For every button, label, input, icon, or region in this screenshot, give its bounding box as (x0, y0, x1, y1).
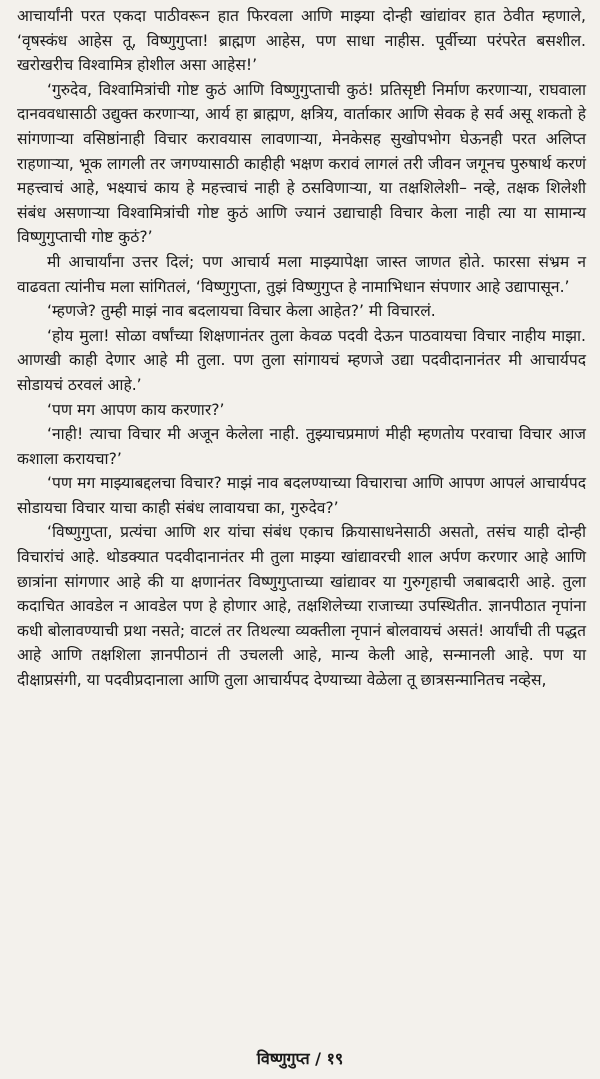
paragraph-6: ‘पण मग आपण काय करणार?’ (47, 400, 225, 419)
paragraph-8: ‘पण मग माझ्याबद्दलचा विचार? माझं नाव बदलण्याच्या विचाराचा आणि आपण आपलं आचार्यपद सोडायचा विचार याचा काही संबंध लावायचा का, गुरुदेव?’ (17, 474, 586, 517)
paragraph-3: मी आचार्यांना उत्तर दिलं; पण आचार्य मला माझ्यापेक्षा जास्त जाणत होते. फारसा संभ्रम न वाढवता त्यांनीच मला सांगितलं, ‘विष्णुगुप्ता, तुझं विष्णुगुप्त हे नामाभिधान संपणार आहे उद्यापासून.’ (17, 252, 586, 296)
paragraph-5: ‘होय मुला! सोळा वर्षांच्या शिक्षणानंतर तुला केवळ पदवी देऊन पाठवायचा विचार नाहीय माझा. आणखी काही देणार आहे मी तुला. पण तुला सांगायचं म्हणजे उद्या पदवीदानानंतर मी आचार्यपद सोडायचं ठरवलं आहे.’ (17, 326, 586, 394)
paragraph-7: ‘नाही! त्याचा विचार मी अजून केलेला नाही. तुझ्याचप्रमाणं मीही म्हणतोय परवाचा विचार आज कशाला करायचा?’ (17, 425, 586, 468)
paragraph-4: ‘म्हणजे? तुम्ही माझं नाव बदलायचा विचार केला आहेत?’ मी विचारलं. (47, 302, 436, 321)
paragraph-2: ‘गुरुदेव, विश्वामित्रांची गोष्ट कुठं आणि विष्णुगुप्ताची कुठं! प्रतिसृष्टी निर्माण करणाऱ्या, राघवाला दानववधासाठी उद्युक्त करणाऱ्या, आर्य हा ब्राह्मण, क्षत्रिय, वार्ताकार आणि सेवक हे सर्व असू शकतो हे सांगणाऱ्या वसिष्ठांनाही विचार करावयास लावणाऱ्या, मेनकेसह सुखोपभोग घेऊनही परत अलिप्त राहणाऱ्या, भूक लागली तर जगण्यासाठी काहीही भक्षण करावं लागलं तरी जीवन जगूनच पुरुषार्थ करणं महत्त्वाचं आहे, भक्ष्याचं काय हे महत्त्वाचं नाही हे ठसविणाऱ्या, या तक्षशिलेशी– नव्हे, तक्षक शिलेशी संबंध असणाऱ्या विश्वामित्रांची गोष्ट कुठं आणि ज्यानं उद्याचाही विचार केला नाही त्या या सामान्य विष्णुगुप्ताची गोष्ट कुठं?’ (17, 80, 586, 247)
page-footer: विष्णुगुप्त / १९ (256, 1049, 344, 1068)
paragraph-1: आचार्यांनी परत एकदा पाठीवरून हात फिरवला आणि माझ्या दोन्ही खांद्यांवर हात ठेवीत म्हणाले, ‘वृषस्कंध आहेस तू, विष्णुगुप्ता! ब्राह्मण आहेस, पण साधा नाहीस. पूर्वीच्या परंपरेत बसशील. खरोखरीच विश्वामित्र होशील असा आहेस!’ (17, 7, 586, 75)
paragraph-9: ‘विष्णुगुप्ता, प्रत्यंचा आणि शर यांचा संबंध एकाच क्रियासाधनेसाठी असतो, तसंच याही दोन्ही विचारांचं आहे. थोडक्यात पदवीदानानंतर मी तुला माझ्या खांद्यावरची शाल अर्पण करणार आहे आणि छात्रांना सांगणार आहे की या क्षणानंतर विष्णुगुप्ताच्या खांद्यावर या गुरुगृहाची जबाबदारी आहे. तुला कदाचित आवडेल न आवडेल पण हे होणार आहे, तक्षशिलेच्या राजाच्या उपस्थितीत. ज्ञानपीठात नृपांना कधी बोलावण्याची प्रथा नसते; वाटलं तर तिथल्या व्यक्तीला नृपानं बोलवायचं असतं! आर्यांची ती पद्धत आहे आणि तक्षशिला ज्ञानपीठानं ती उचलली आहे, मान्य केली आहे, सन्मानली आहे. पण या दीक्षाप्रसंगी, या पदवीप्रदानाला आणि तुला आचार्यपद देण्याच्या वेळेला तू छात्रसन्मानितच नव्हेस, (17, 523, 586, 690)
